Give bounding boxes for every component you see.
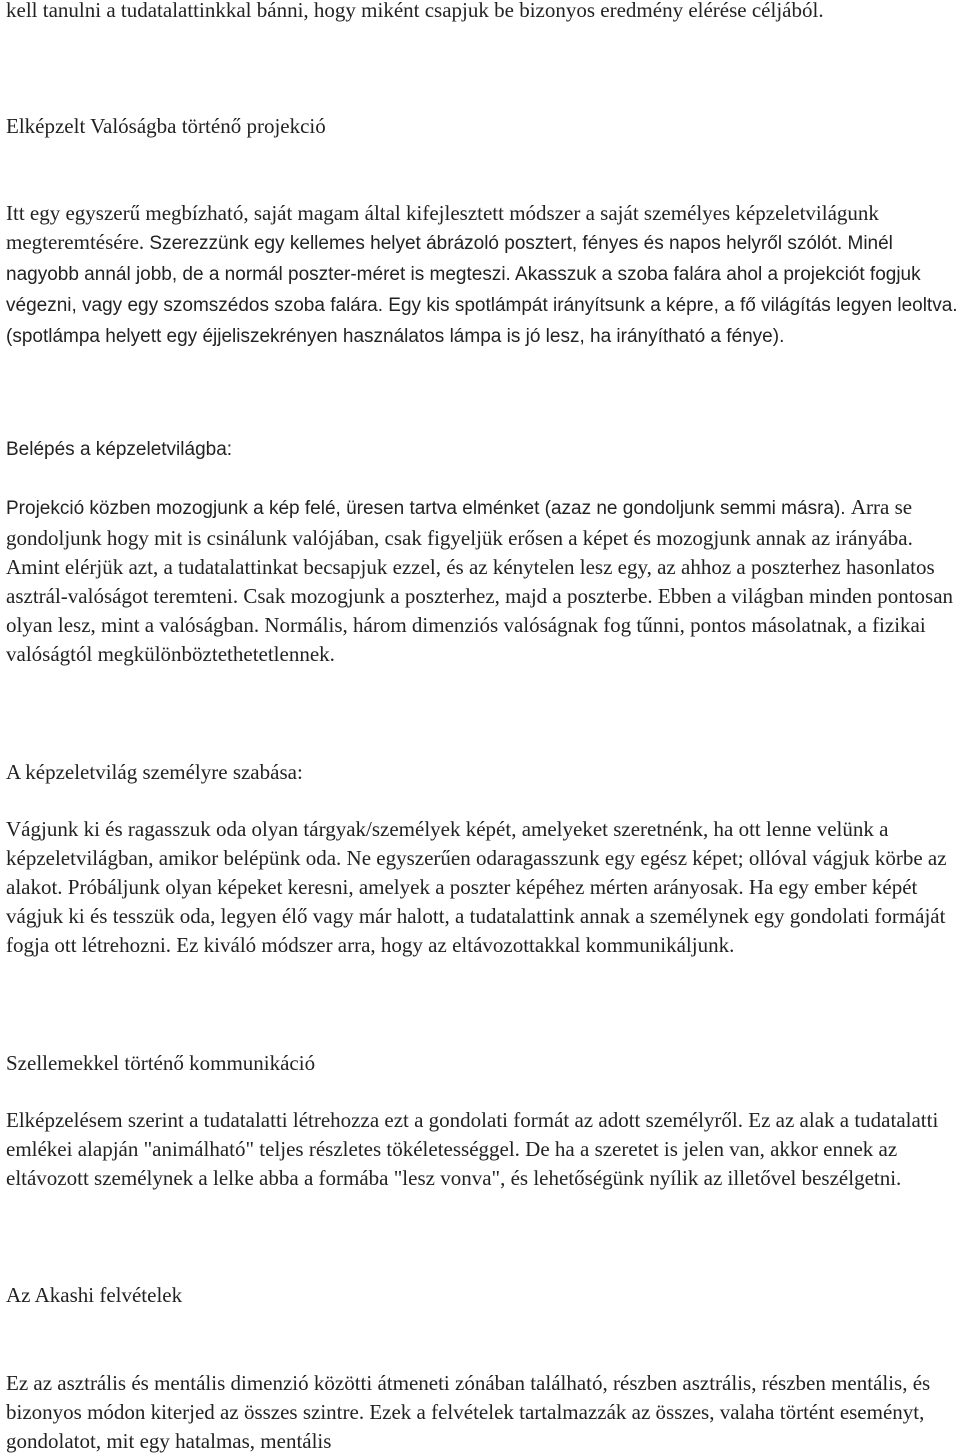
paragraph-intro-end xyxy=(6,0,958,25)
section-heading-tailoring xyxy=(6,758,958,787)
text-span: kell tanulni a tudatalattinkkal bánni, hogy miként csapjuk be bizonyos eredmény elérése céljából. xyxy=(6,0,824,22)
paragraph-method xyxy=(6,199,958,352)
text-span: Vágjunk ki és ragasszuk oda olyan tárgyak/személyek képét, amelyeket szeretnénk, ha ott lenne velünk a képzeletvilágban, amikor belépünk oda. Ne egyszerűen odaragasszunk egy egész képet; ollóval vágjuk körbe az alakot. Próbáljunk olyan képeket keresni, amelyek a poszter képéhez mérten arányosak. Ha egy ember képét vágjuk ki és tesszük oda, legyen élő vagy már halott, a tudatalattink annak a személynek egy gondolati formáját fogja ott létrehozni. Ez kiváló módszer arra, hogy az eltávozottakkal kommunikáljunk. xyxy=(6,817,947,957)
section-heading-entering xyxy=(6,436,958,465)
heading-text: Belépés a képzeletvilágba: xyxy=(6,439,233,460)
section-heading-akashic xyxy=(6,1281,958,1310)
paragraph-spirits xyxy=(6,1106,958,1193)
text-span: Arra se gondoljunk hogy mit is csinálunk valójában, csak figyeljük erősen a képet és mozogjunk annak az irányába. Amint elérjük azt, a tudatalattinkat becsapjuk ezzel, és az kénytelen lesz egy, az ahhoz a poszterhez hasonlatos asztrál-valóságot teremteni. Csak mozogjunk a poszterhez, majd a poszterbe. Ebben a világban minden pontosan olyan lesz, mint a valóságban. Normális, három dimenziós valóságnak fog tűnni, pontos másolatnak, a fizikai valóságtól megkülönböztethetetlennek. xyxy=(6,495,954,666)
heading-text: Az Akashi felvételek xyxy=(6,1283,183,1307)
section-heading-spirits xyxy=(6,1049,958,1078)
paragraph-akashic xyxy=(6,1369,958,1456)
text-span: Itt egy egyszerű megbízható, saját magam által kifejlesztett módszer a saját személyes képzeletvilágunk megteremtésére. xyxy=(6,201,879,254)
text-span: Projekció közben mozogjunk a kép felé, üresen tartva elménket (azaz ne gondoljunk semmi másra). xyxy=(6,498,851,519)
paragraph-entering xyxy=(6,493,958,668)
text-span: Ez az asztrális és mentális dimenzió közötti átmeneti zónában található, részben asztrális, részben mentális, és bizonyos módon kiterjed az összes szintre. Ezek a felvételek tartalmazzák az összes, valaha történt eseményt, gondolatot, mit egy hatalmas, mentális xyxy=(6,1371,931,1453)
heading-text: Szellemekkel történő kommunikáció xyxy=(6,1051,316,1075)
heading-text: A képzeletvilág személyre szabása: xyxy=(6,760,303,784)
text-span: Szerezzünk egy kellemes helyet ábrázoló posztert, fényes és napos helyről szólót. Minél nagyobb annál jobb, de a normál poszter-méret is megteszi. Akasszuk a szoba falára ahol a projekciót fogjuk végezni, vagy egy szomszédos szoba falára. Egy kis spotlámpát irányítsunk a képre, a fő világítás legyen leoltva. (spotlámpa helyett egy éjjeliszekrényen használatos lámpa is jó lesz, ha irányítható a fénye). xyxy=(6,232,958,347)
text-span: Elképzelésem szerint a tudatalatti létrehozza ezt a gondolati formát az adott személyről. Ez az alak a tudatalatti emlékei alapján "animálható" teljes részletes tökéletességgel. De ha a szeretet is jelen van, akkor ennek az eltávozott személynek a lelke abba a formába "lesz vonva", és lehetőségünk nyílik az illetővel beszélgetni. xyxy=(6,1108,939,1190)
section-heading-projection xyxy=(6,112,958,141)
heading-text: Elképzelt Valóságba történő projekció xyxy=(6,114,326,138)
paragraph-tailoring xyxy=(6,815,958,960)
